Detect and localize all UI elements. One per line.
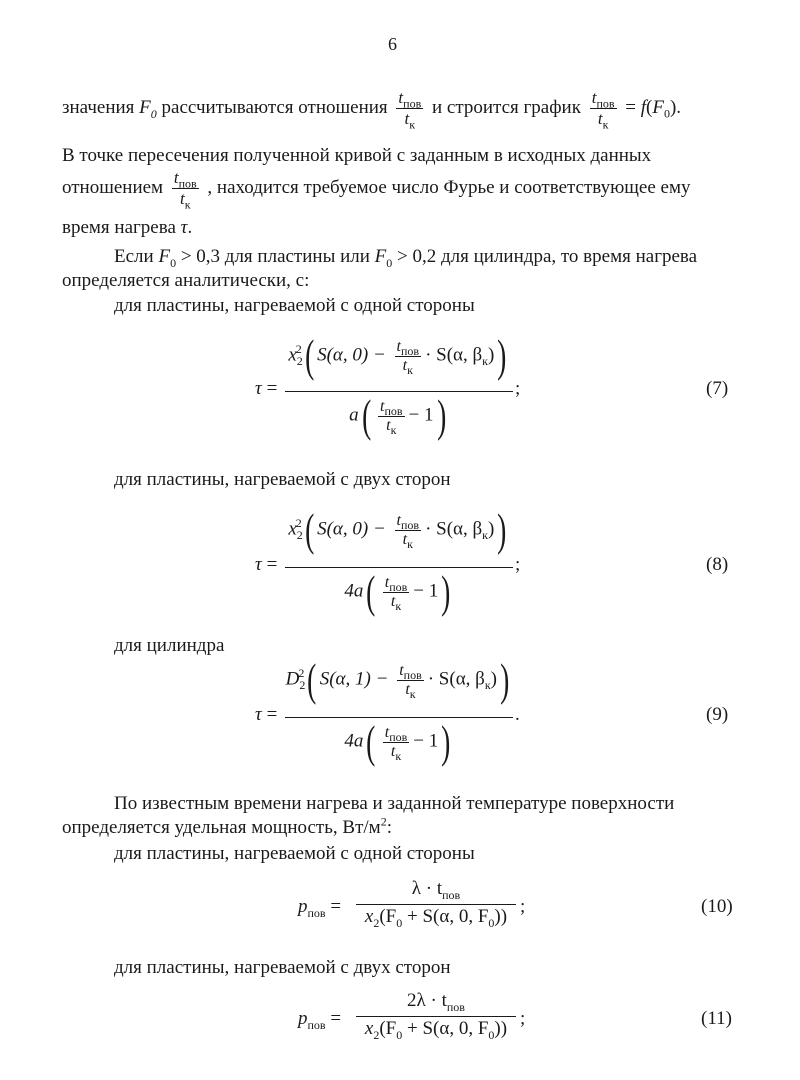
fraction-bar bbox=[285, 391, 513, 392]
fraction-bar bbox=[285, 567, 513, 568]
equation-number: (11) bbox=[701, 1008, 732, 1029]
tau-lhs: τ = bbox=[255, 704, 278, 725]
case-label-plate-two-sides-power: для пластины, нагреваемой с двух сторон bbox=[114, 957, 451, 978]
case-label-plate-one-side-power: для пластины, нагреваемой с одной стороны bbox=[114, 843, 475, 864]
text: и строится график bbox=[432, 96, 581, 118]
equation-number: (7) bbox=[706, 378, 729, 399]
semicolon: ; bbox=[520, 896, 526, 917]
paragraph-4-line-1: По известным времени нагрева и заданной температуре поверхности bbox=[114, 793, 675, 814]
numerator: $2\lambda \cdot t_{пов}$ bbox=[407, 990, 465, 1014]
p-lhs: $p_{пов}$ = bbox=[298, 896, 342, 920]
paragraph-4-line-2: определяется удельная мощность, $Вт/м^2$: bbox=[62, 814, 392, 838]
fraction-tpov-tk: $\frac{t_{пов}}{t_к}$ bbox=[591, 88, 615, 132]
fraction-tpov-tk: $\frac{t_{пов}}{t_к}$ bbox=[173, 168, 197, 212]
equation-number: (9) bbox=[706, 704, 729, 725]
paragraph-1: значения $F_0$ рассчитываются отношения $\frac{t_{пов}}{t_к}$ и строится график $\frac{t_{пов}}{t_к}$ = $f(F_0)$. bbox=[62, 88, 682, 132]
denominator: a( $\frac{t_{пов}}{t_к}$ − 1) bbox=[349, 390, 446, 441]
text: рассчитываются отношения bbox=[161, 96, 388, 118]
fraction-tpov-tk: $\frac{t_{пов}}{t_к}$ bbox=[398, 88, 422, 132]
text: значения bbox=[62, 96, 135, 118]
case-label-cylinder: для цилиндра bbox=[114, 635, 225, 656]
numerator: $x_2^2$( S(α, 0) − $\frac{t_{пов}}{t_к}$ · S(α, $\beta_к$)) bbox=[288, 504, 507, 555]
equation-7 bbox=[255, 330, 545, 446]
symbol-F0: $F_0$ bbox=[139, 96, 157, 121]
tau-lhs: τ = bbox=[255, 554, 278, 575]
equation-number: (8) bbox=[706, 554, 729, 575]
fraction-bar bbox=[356, 904, 516, 905]
equation-10 bbox=[298, 878, 558, 938]
equation-8 bbox=[255, 504, 545, 620]
numerator: $x_2^2$( S(α, 0) − $\frac{t_{пов}}{t_к}$ · S(α, $\beta_к$)) bbox=[288, 330, 507, 381]
fraction-bar bbox=[356, 1016, 516, 1017]
paragraph-3-line-2: определяется аналитически, с: bbox=[62, 270, 310, 291]
semicolon: ; bbox=[515, 554, 521, 575]
p-lhs: $p_{пов}$ = bbox=[298, 1008, 342, 1032]
numerator: $\lambda \cdot t_{пов}$ bbox=[411, 878, 461, 902]
paragraph-2-line-1: В точке пересечения полученной кривой с заданным в исходных данных bbox=[62, 145, 652, 166]
equation-number: (10) bbox=[701, 896, 733, 917]
denominator: 4a( $\frac{t_{пов}}{t_к}$ − 1) bbox=[344, 566, 451, 617]
semicolon: ; bbox=[520, 1008, 526, 1029]
fraction-bar bbox=[285, 717, 513, 718]
denominator: $x_2(F_0 + S(\alpha$, 0, $F_0$)) bbox=[364, 906, 508, 930]
paragraph-2-line-2: отношением $\frac{t_{пов}}{t_к}$ , находится требуемое число Фурье и соответствующее ему bbox=[62, 168, 691, 212]
tau-lhs: τ = bbox=[255, 378, 278, 399]
paragraph-2-line-3: время нагрева τ. bbox=[62, 217, 193, 238]
denominator: $x_2(F_0 + S(\alpha$, 0, $F_0$)) bbox=[364, 1018, 508, 1042]
paragraph-3-line-1: Если $F_0 > 0,3$ для пластины или $F_0 > 0,2$ для цилиндра, то время нагрева bbox=[114, 246, 698, 270]
equation-9 bbox=[255, 654, 545, 770]
case-label-plate-one-side: для пластины, нагреваемой с одной стороны bbox=[114, 295, 475, 316]
period: . bbox=[515, 704, 520, 725]
semicolon: ; bbox=[515, 378, 521, 399]
page-number: 6 bbox=[388, 34, 397, 54]
case-label-plate-two-sides: для пластины, нагреваемой с двух сторон bbox=[114, 469, 451, 490]
denominator: 4a( $\frac{t_{пов}}{t_к}$ − 1) bbox=[344, 716, 451, 767]
equation-11 bbox=[298, 990, 558, 1050]
numerator: $D_2^2$( S(α, 1) − $\frac{t_{пов}}{t_к}$ · S(α, $\beta_к$)) bbox=[285, 654, 510, 705]
